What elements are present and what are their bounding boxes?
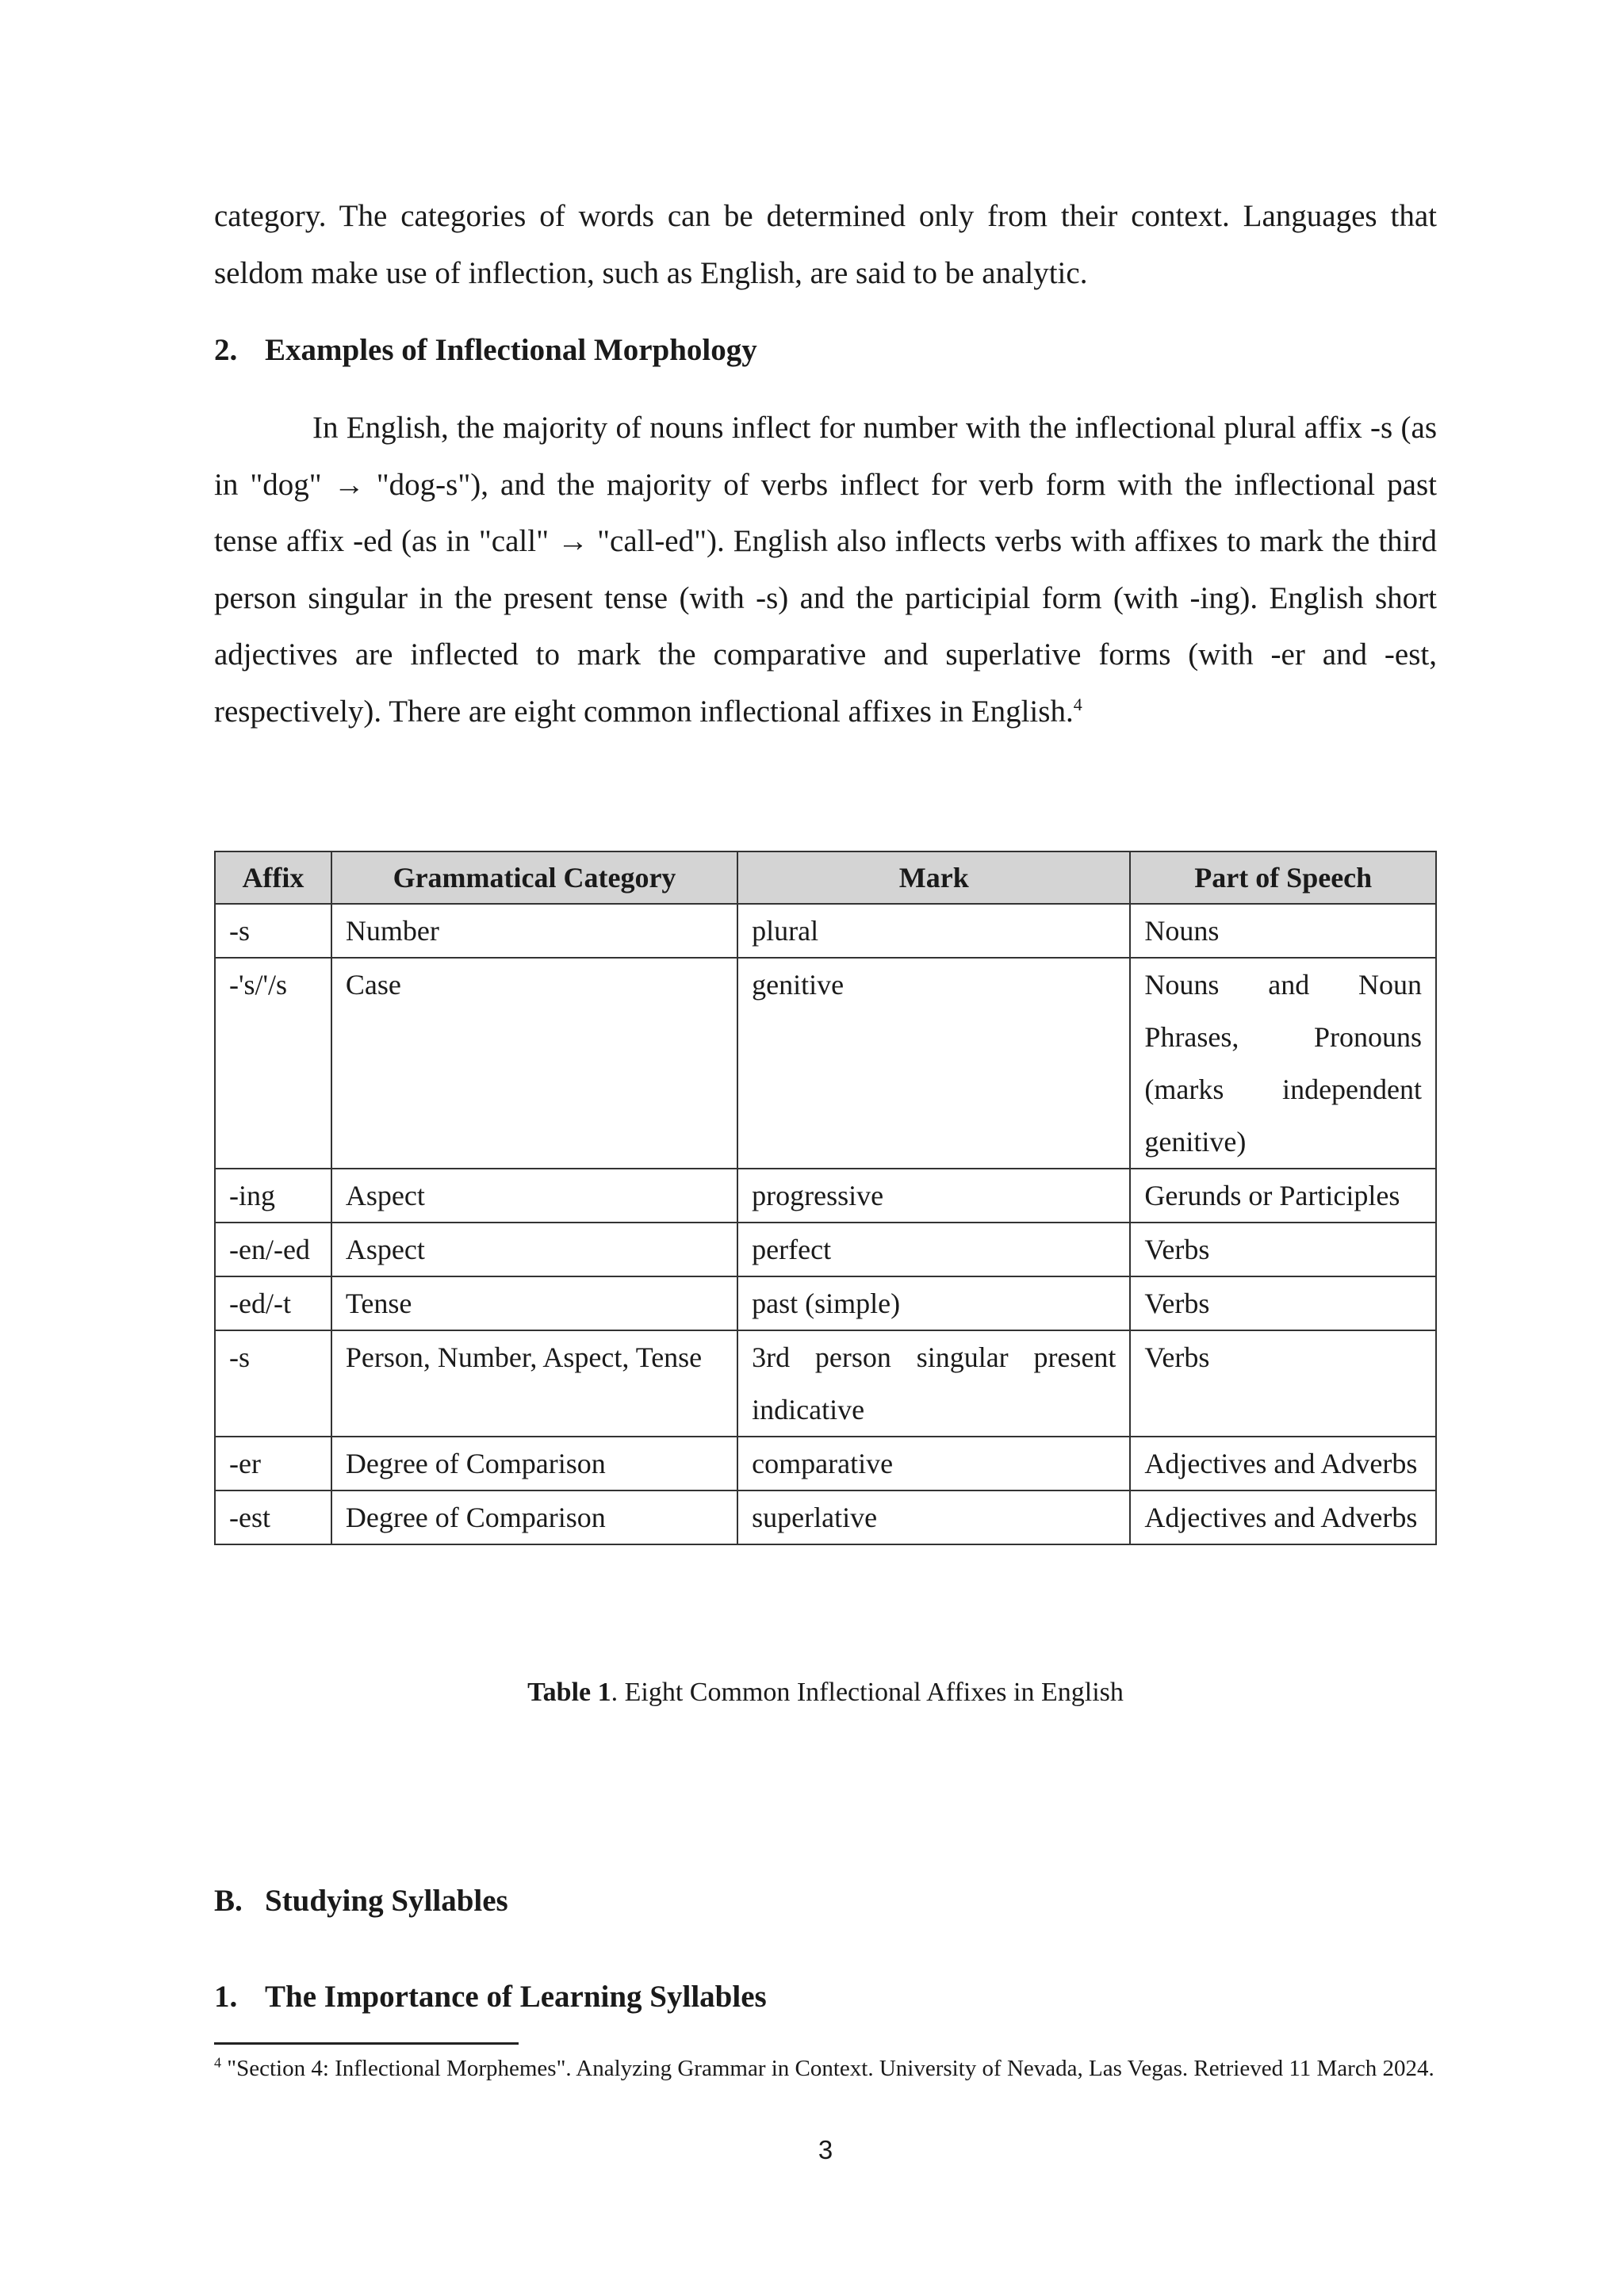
- cell-category: Case: [331, 958, 737, 1169]
- cell-mark: genitive: [737, 958, 1130, 1169]
- table-row: [215, 958, 1436, 1169]
- footnote-text: "Section 4: Inflectional Morphemes". Analyzing Grammar in Context. University of Nevada, Las Vegas. Retrieved 11 March 2024.: [221, 2056, 1434, 2081]
- examples-paragraph: [214, 400, 1437, 740]
- footnote-reference: 4: [1073, 694, 1082, 714]
- footnote-divider: [214, 2042, 519, 2045]
- cell-affix: -en/-ed: [215, 1223, 331, 1276]
- inflectional-affixes-table: [214, 851, 1437, 1545]
- cell-mark: 3rd person singular present indicative: [737, 1330, 1130, 1437]
- table-row: [215, 1223, 1436, 1276]
- cell-affix: -est: [215, 1490, 331, 1544]
- header-mark: Mark: [737, 851, 1130, 904]
- table-caption: [214, 1673, 1437, 1712]
- section-heading-studying-syllables: [214, 1881, 508, 1921]
- page-number: 3: [818, 2135, 833, 2164]
- cell-part-of-speech: Nouns: [1130, 904, 1436, 958]
- cell-category: Aspect: [331, 1223, 737, 1276]
- header-grammatical-category: Grammatical Category: [331, 851, 737, 904]
- cell-mark: superlative: [737, 1490, 1130, 1544]
- cell-affix: -er: [215, 1437, 331, 1490]
- cell-category: Degree of Comparison: [331, 1437, 737, 1490]
- cell-part-of-speech: Adjectives and Adverbs: [1130, 1437, 1436, 1490]
- table-row: [215, 904, 1436, 958]
- cell-part-of-speech: Nouns and Noun Phrases, Pronouns (marks independent genitive): [1130, 958, 1436, 1169]
- cell-part-of-speech: Adjectives and Adverbs: [1130, 1490, 1436, 1544]
- table-row: [215, 1276, 1436, 1330]
- cell-part-of-speech: Gerunds or Participles: [1130, 1169, 1436, 1223]
- examples-paragraph-text: In English, the majority of nouns inflect for number with the inflectional plural affix -s (as in "dog" → "dog-s"), and the majority of verbs inflect for verb form with the inflectional past tense affix -ed (as in "call" → "call-ed"). English also inflects verbs with affixes to mark the third person singular in the present tense (with -s) and the participial form (with -ing). English short adjectives are inflected to mark the comparative and superlative forms (with -er and -est, respectively). There are eight common inflectional affixes in English.: [214, 411, 1437, 729]
- table-header-row: [215, 851, 1436, 904]
- cell-mark: comparative: [737, 1437, 1130, 1490]
- footnote: [214, 2053, 1437, 2084]
- header-affix: Affix: [215, 851, 331, 904]
- cell-part-of-speech: Verbs: [1130, 1276, 1436, 1330]
- cell-part-of-speech: Verbs: [1130, 1223, 1436, 1276]
- intro-paragraph: category. The categories of words can be determined only from their context. Languages that seldom make use of inflection, such as English, are said to be analytic.: [214, 199, 1437, 290]
- table-row: [215, 1330, 1436, 1437]
- cell-part-of-speech: Verbs: [1130, 1330, 1436, 1437]
- cell-mark: progressive: [737, 1169, 1130, 1223]
- caption-label: Table 1: [527, 1678, 611, 1707]
- cell-mark: perfect: [737, 1223, 1130, 1276]
- document-page: [214, 0, 1437, 2296]
- cell-affix: -s: [215, 904, 331, 958]
- section-number: 2.: [214, 333, 238, 367]
- cell-affix: -ing: [215, 1169, 331, 1223]
- table-row: [215, 1169, 1436, 1223]
- table-row: [215, 1437, 1436, 1490]
- cell-affix: -ed/-t: [215, 1276, 331, 1330]
- cell-category: Aspect: [331, 1169, 737, 1223]
- caption-text: . Eight Common Inflectional Affixes in English: [611, 1678, 1124, 1707]
- footnote-number: 4: [214, 2054, 221, 2071]
- section-heading-examples: [214, 331, 757, 370]
- cell-category: Degree of Comparison: [331, 1490, 737, 1544]
- cell-mark: plural: [737, 904, 1130, 958]
- table-row: [215, 1490, 1436, 1544]
- section-number: 1.: [214, 1980, 238, 2014]
- cell-category: Tense: [331, 1276, 737, 1330]
- cell-affix: -'s/'/s: [215, 958, 331, 1169]
- cell-mark: past (simple): [737, 1276, 1130, 1330]
- section-title: The Importance of Learning Syllables: [265, 1980, 767, 2014]
- cell-category: Number: [331, 904, 737, 958]
- section-heading-importance: [214, 1977, 767, 2017]
- header-part-of-speech: Part of Speech: [1130, 851, 1436, 904]
- section-title: Studying Syllables: [265, 1884, 508, 1918]
- section-letter: B.: [214, 1884, 243, 1918]
- cell-category: Person, Number, Aspect, Tense: [331, 1330, 737, 1437]
- section-title: Examples of Inflectional Morphology: [265, 333, 757, 367]
- cell-affix: -s: [215, 1330, 331, 1437]
